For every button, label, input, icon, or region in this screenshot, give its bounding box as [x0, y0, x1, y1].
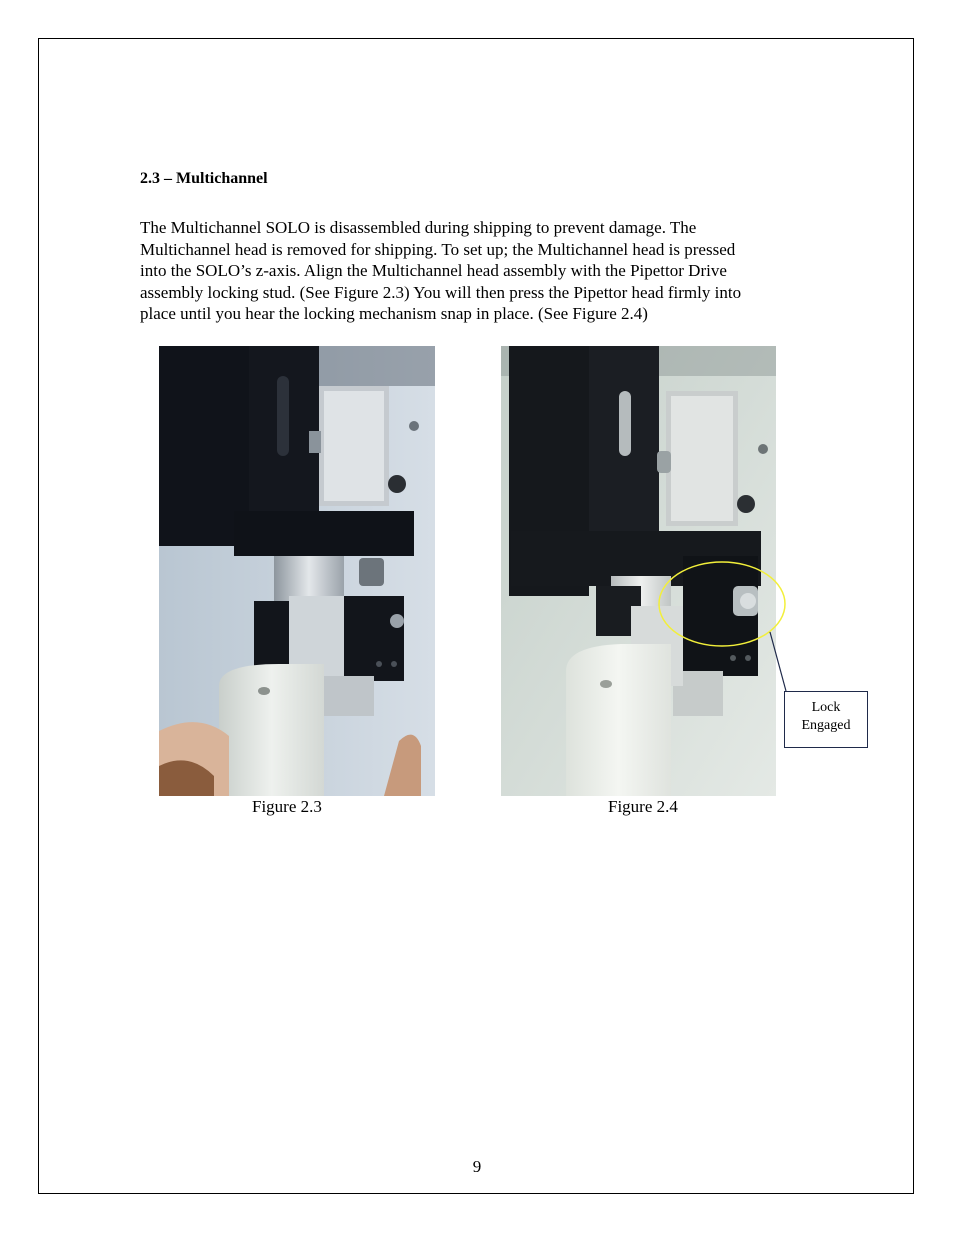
figure-2-4-caption: Figure 2.4 — [608, 797, 678, 816]
section-heading: 2.3 – Multichannel — [140, 170, 268, 187]
figure-2-3-photo — [159, 346, 435, 796]
paragraph-line: The Multichannel SOLO is disassembled during shipping to prevent damage. The — [140, 218, 697, 237]
lock-engaged-label — [784, 691, 868, 748]
callout-line: Lock — [811, 700, 841, 715]
paragraph-line: assembly locking stud. (See Figure 2.3) You will then press the Pipettor head firmly into — [140, 282, 742, 302]
figure-2-3-caption: Figure 2.3 — [252, 797, 322, 816]
body-paragraph — [140, 217, 830, 325]
figure-2-4-photo — [501, 346, 776, 796]
paragraph-line: Multichannel head is removed for shipping. To set up; the Multichannel head is pressed — [140, 239, 736, 259]
page-number: 9 — [472, 1157, 482, 1176]
paragraph-line: place until you hear the locking mechanism snap in place. (See Figure 2.4) — [140, 304, 648, 323]
callout-line: Engaged — [801, 718, 851, 733]
paragraph-line: into the SOLO’s z-axis. Align the Multichannel head assembly with the Pipettor Drive — [140, 261, 727, 280]
